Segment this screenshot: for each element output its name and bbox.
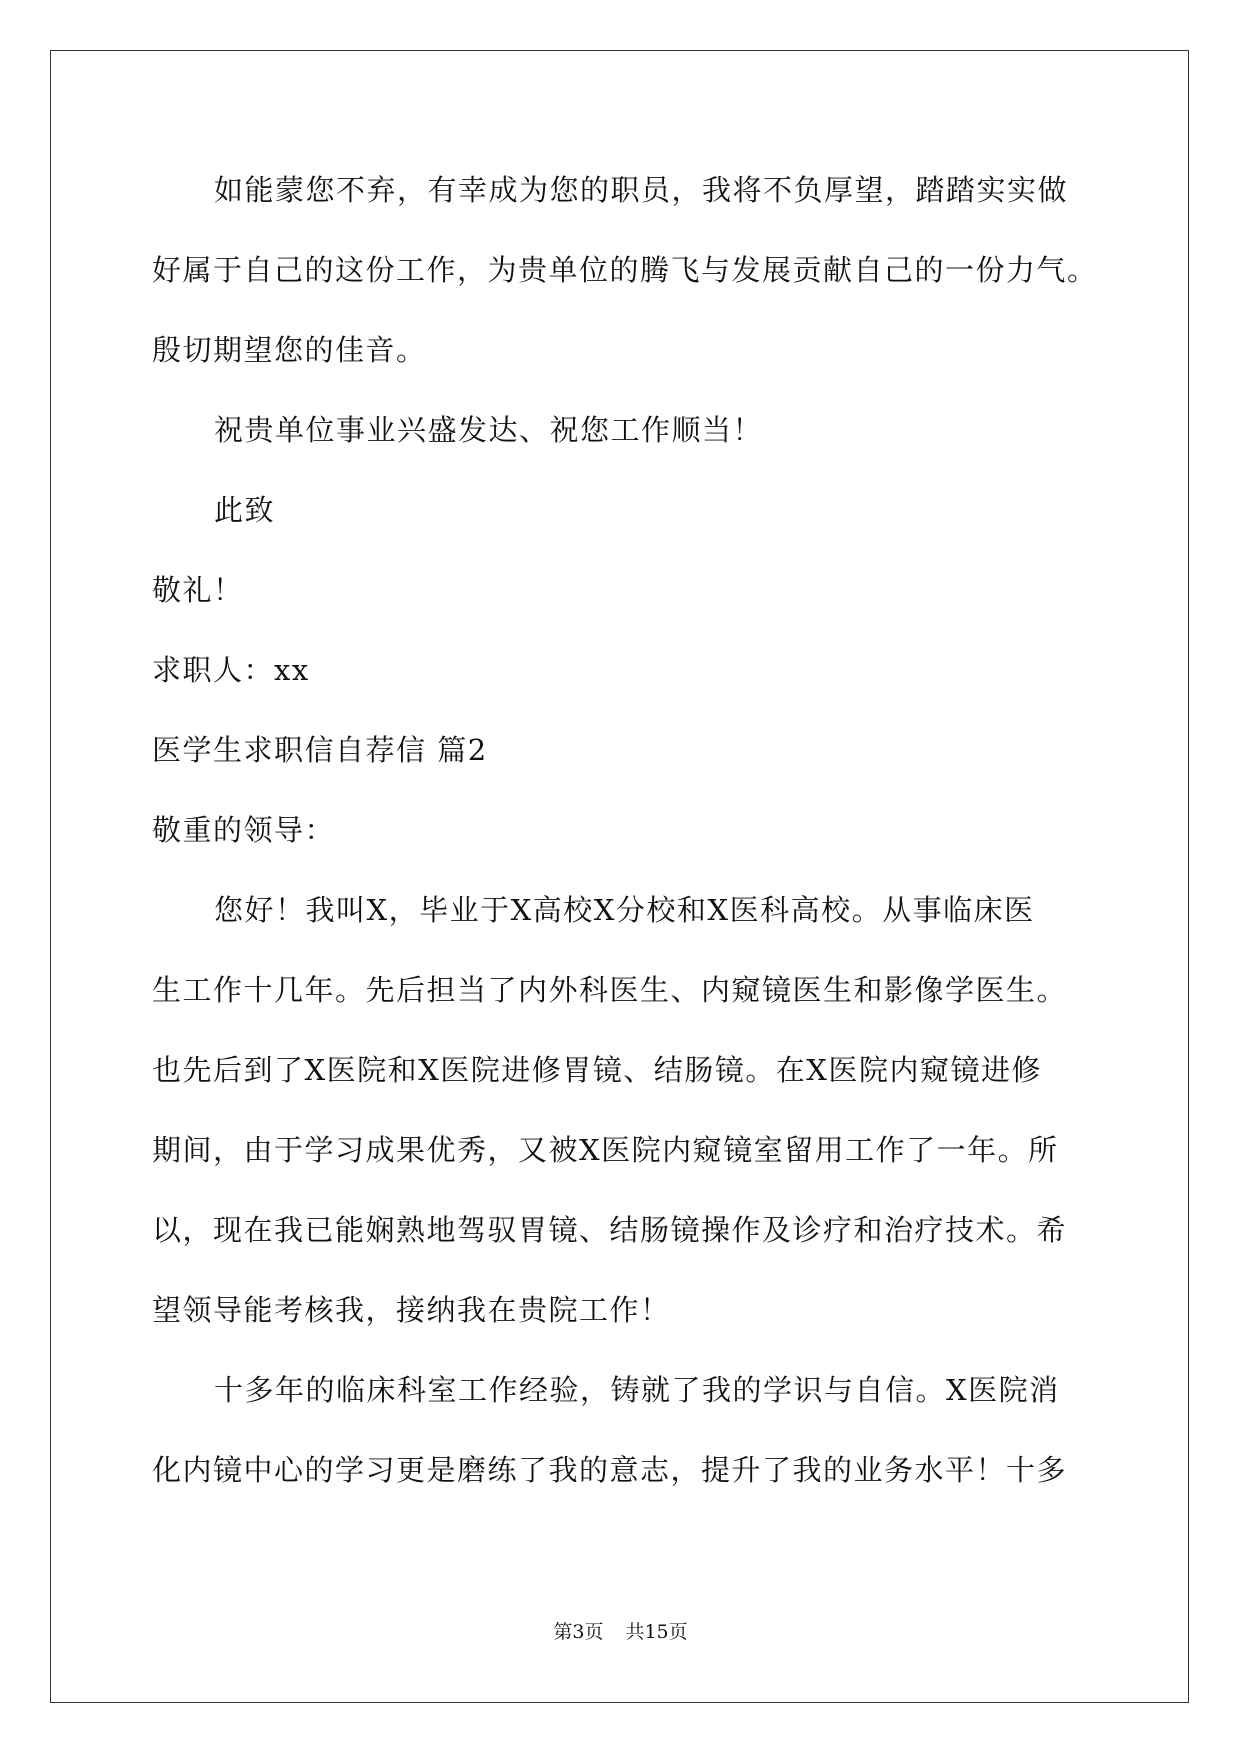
paragraph-line-15: 望领导能考核我，接纳我在贵院工作！ xyxy=(152,1293,671,1327)
paragraph-line-11: 生工作十几年。先后担当了内外科医生、内窥镜医生和影像学医生。 xyxy=(152,973,1068,1007)
paragraph-line-3: 殷切期望您的佳音。 xyxy=(152,333,427,367)
paragraph-line-2: 好属于自己的这份工作，为贵单位的腾飞与发展贡献自己的一份力气。 xyxy=(152,253,1098,287)
closing-wish: 祝贵单位事业兴盛发达、祝您工作顺当！ xyxy=(214,413,764,447)
paragraph-line-14: 以，现在我已能娴熟地驾驭胃镜、结肠镜操作及诊疗和治疗技术。希 xyxy=(152,1213,1068,1247)
page-footer xyxy=(0,1620,1241,1644)
paragraph-line-10: 您好！我叫X，毕业于X高校X分校和X医科高校。从事临床医 xyxy=(214,893,1035,927)
paragraph-line-12: 也先后到了X医院和X医院进修胃镜、结肠镜。在X医院内窥镜进修 xyxy=(152,1053,1042,1087)
salutation-cizhi: 此致 xyxy=(214,493,276,527)
applicant-signature: 求职人：xx xyxy=(152,653,310,687)
page-number: 第3页 xyxy=(553,1621,604,1643)
paragraph-line-16: 十多年的临床科室工作经验，铸就了我的学识与自信。X医院消 xyxy=(214,1373,1060,1407)
page-total: 共15页 xyxy=(625,1621,688,1643)
greeting: 敬重的领导： xyxy=(152,813,336,847)
section-heading: 医学生求职信自荐信 篇2 xyxy=(152,733,488,767)
paragraph-line-13: 期间，由于学习成果优秀，又被X医院内窥镜室留用工作了一年。所 xyxy=(152,1133,1059,1167)
salutation-jingli: 敬礼！ xyxy=(152,573,244,607)
paragraph-line-17: 化内镜中心的学习更是磨练了我的意志，提升了我的业务水平！十多 xyxy=(152,1453,1068,1487)
paragraph-line-1: 如能蒙您不弃，有幸成为您的职员，我将不负厚望，踏踏实实做 xyxy=(214,173,1069,207)
